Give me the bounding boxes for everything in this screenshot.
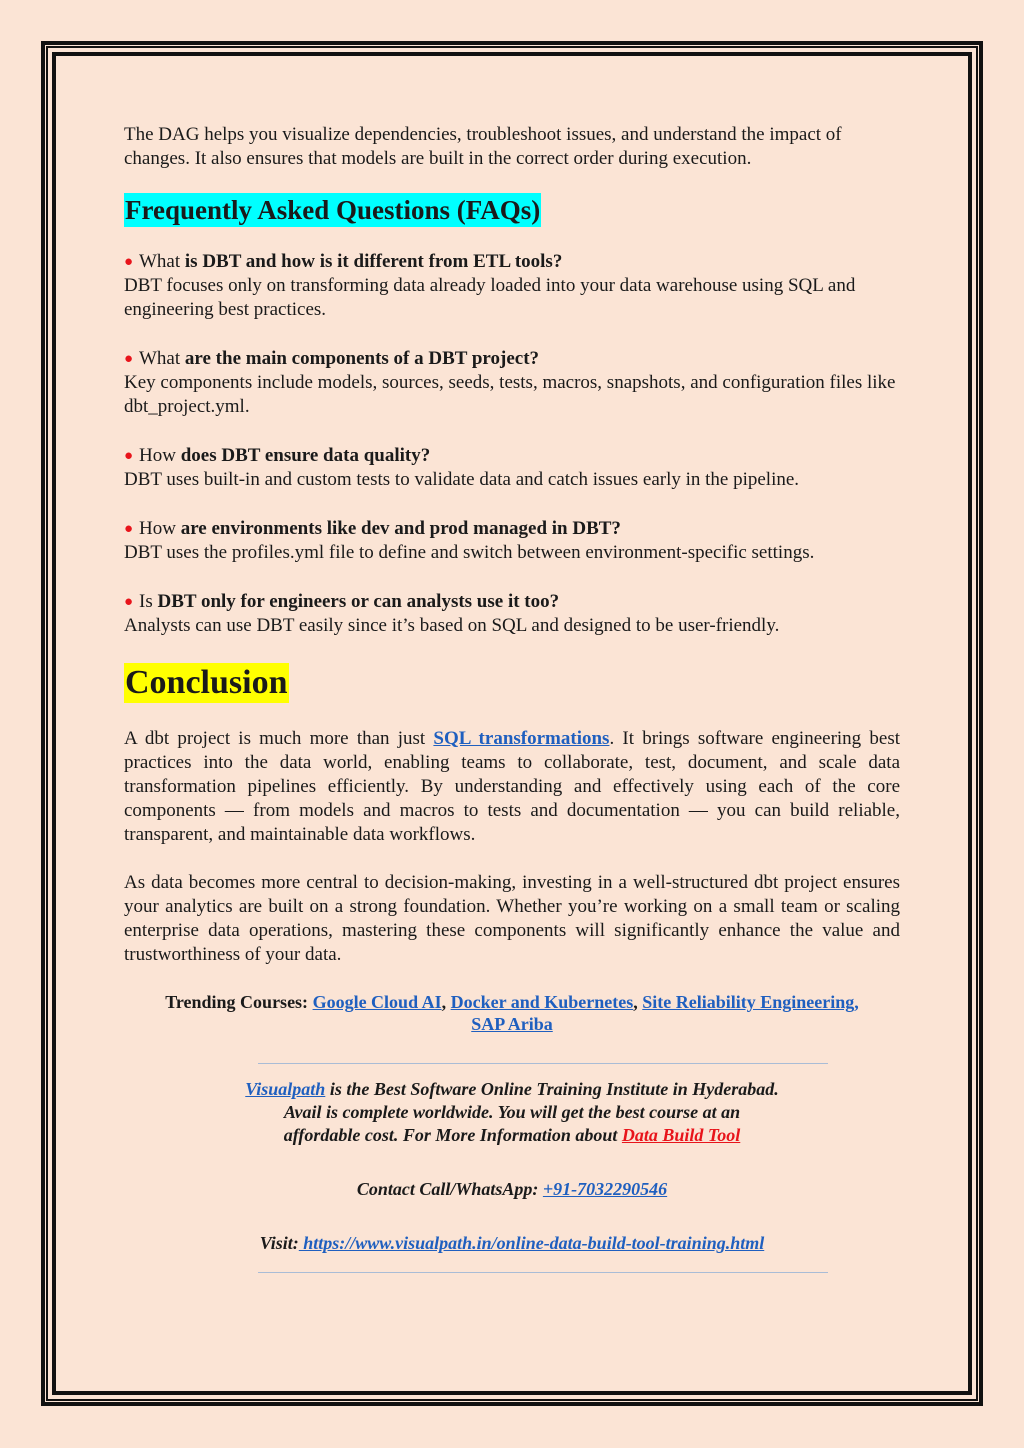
- bullet-icon: ●: [124, 521, 134, 537]
- divider-top: [258, 1063, 828, 1064]
- footer-text: affordable cost. For More Information about: [283, 1125, 622, 1145]
- faq-answer: Analysts can use DBT easily since it’s based on SQL and designed to be user-friendly.: [124, 615, 780, 636]
- conclusion-paragraph-1: [124, 727, 900, 847]
- faq-answer: DBT uses the profiles.yml file to define and switch between environment-specific settings.: [124, 542, 815, 563]
- site-reliability-link[interactable]: Site Reliability Engineering: [642, 992, 855, 1012]
- faq-item: [124, 444, 900, 492]
- website-link[interactable]: https://www.visualpath.in/online-data-build-tool-training.html: [298, 1233, 765, 1253]
- faq-question: DBT only for engineers or can analysts use it too?: [157, 591, 560, 612]
- faq-answer: DBT uses built-in and custom tests to validate data and catch issues early in the pipeline.: [124, 469, 800, 490]
- visit-label: Visit:: [259, 1233, 299, 1253]
- conclusion-paragraph-2: As data becomes more central to decision-making, investing in a well-structured dbt project ensures your analytics are built on a strong foundation. Whether you’re working on a small team or scaling enterprise data operations, mastering these components will significantly enhance the value and trustworthiness of your data.: [124, 872, 900, 965]
- bullet-icon: ●: [124, 254, 134, 270]
- sap-ariba-link[interactable]: SAP Ariba: [471, 1014, 553, 1034]
- visit-line: [92, 1232, 932, 1255]
- google-cloud-ai-link[interactable]: Google Cloud AI: [312, 992, 442, 1012]
- contact-line: [92, 1178, 932, 1201]
- conclusion-text: . It brings software engineering best practices into the data world, enabling teams to collaborate, test, document, and scale data transformation pipelines efficiently. By understanding and effectively using each of the core components — from models and macros to tests and documentation — you can build reliable, transparent, and maintainable data workflows.: [124, 728, 900, 845]
- footer-text: is the Best Software Online Training Institute in Hyderabad.: [325, 1079, 779, 1099]
- conclusion-text: A dbt project is much more than just: [124, 728, 434, 749]
- footer-text: Avail is complete worldwide. You will get the best course at an: [283, 1102, 741, 1122]
- faq-item: [124, 590, 900, 638]
- conclusion-heading: Conclusion: [125, 664, 288, 701]
- bullet-icon: ●: [124, 448, 134, 464]
- intro-paragraph: The DAG helps you visualize dependencies, troubleshoot issues, and understand the impact of changes. It also ensures that models are built in the correct order during execution.: [124, 124, 842, 169]
- data-build-tool-link[interactable]: Data Build Tool: [621, 1125, 741, 1145]
- bullet-icon: ●: [124, 594, 134, 610]
- faq-question: does DBT ensure data quality?: [180, 445, 431, 466]
- faq-item: [124, 250, 900, 322]
- faq-item: [124, 347, 900, 419]
- faq-heading: Frequently Asked Questions (FAQs): [125, 195, 541, 225]
- main-content: [124, 123, 900, 1035]
- bullet-icon: ●: [124, 351, 134, 367]
- faq-question-prefix: Is: [139, 591, 153, 612]
- trending-courses: Trending Courses: Google Cloud AI, Docker and Kubernetes, Site Reliability Engineering, SAP Ariba: [165, 992, 859, 1034]
- faq-question: are the main components of a DBT project?: [184, 348, 540, 369]
- faq-question-prefix: How: [139, 518, 176, 539]
- contact-label: Contact Call/WhatsApp:: [356, 1179, 543, 1199]
- phone-link[interactable]: +91-7032290546: [542, 1179, 668, 1199]
- faq-question-prefix: What: [139, 251, 181, 272]
- link-separator[interactable]: ,: [854, 992, 859, 1012]
- faq-question: are environments like dev and prod managed in DBT?: [180, 518, 621, 539]
- footer-info: [92, 1078, 932, 1147]
- faq-question: is DBT and how is it different from ETL tools?: [184, 251, 563, 272]
- divider-bottom: [258, 1272, 828, 1273]
- sql-transformations-link[interactable]: SQL transformations: [433, 728, 610, 749]
- docker-kubernetes-link[interactable]: Docker and Kubernetes: [450, 992, 634, 1012]
- faq-item: [124, 517, 900, 565]
- trending-label: Trending Courses:: [165, 992, 309, 1012]
- faq-answer: DBT focuses only on transforming data already loaded into your data warehouse using SQL and engineering best practices.: [124, 275, 856, 320]
- faq-answer: Key components include models, sources, seeds, tests, macros, snapshots, and configuration files like dbt_project.yml.: [124, 372, 896, 417]
- faq-question-prefix: How: [139, 445, 176, 466]
- faq-question-prefix: What: [139, 348, 181, 369]
- visualpath-link[interactable]: Visualpath: [245, 1079, 326, 1099]
